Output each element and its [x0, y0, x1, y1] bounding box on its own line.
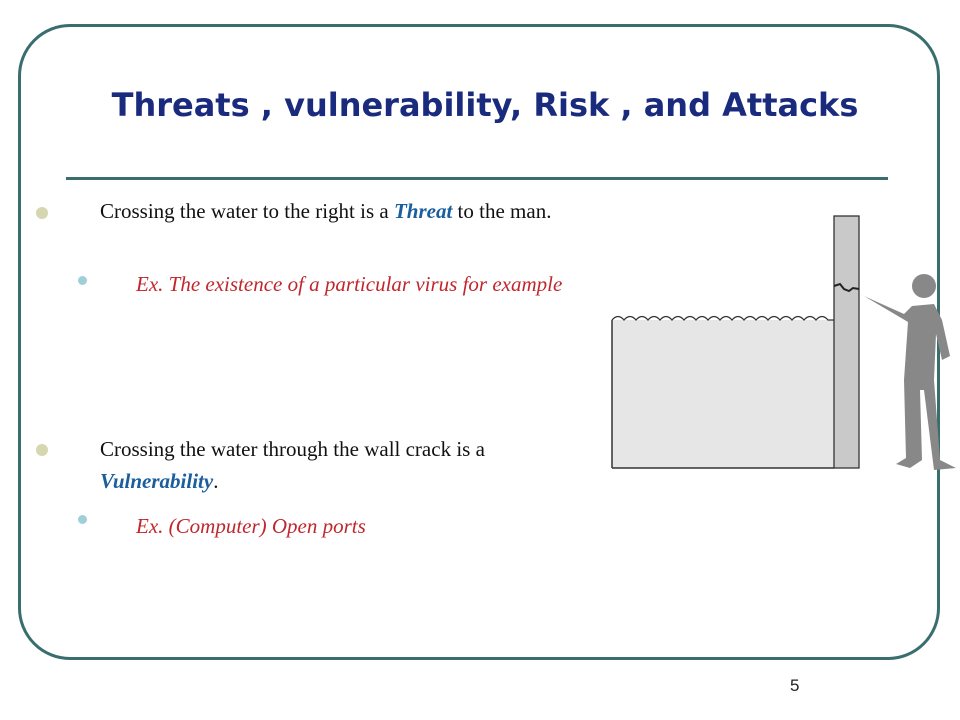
bullet-text-part: to the man.: [452, 199, 552, 223]
sub-bullet-marker: [78, 515, 87, 524]
slide-title: Threats , vulnerability, Risk , and Attacks: [111, 86, 859, 124]
bullet-marker: [36, 207, 48, 219]
title-underline: [66, 177, 888, 180]
bullet-text-part: Crossing the water through the wall crack is a: [100, 437, 485, 461]
bullet-text-threat: [100, 195, 590, 227]
wall-water-man-illustration: [604, 210, 960, 480]
bullet-text-vulnerability: [100, 433, 590, 497]
page-number: 5: [790, 676, 800, 695]
bullet-text-part: Crossing the water to the right is a: [100, 199, 394, 223]
wall: [834, 216, 859, 468]
example-open-ports: Ex. (Computer) Open ports: [136, 514, 366, 538]
example-virus: Ex. The existence of a particular virus for example: [136, 272, 563, 296]
bullet-marker: [36, 444, 48, 456]
bullet-text-part: .: [213, 469, 219, 493]
man-figure-icon: [864, 274, 956, 470]
sub-bullet-marker: [78, 276, 87, 285]
emphasis-vulnerability: Vulnerability: [100, 469, 214, 493]
water-body: [612, 317, 834, 469]
emphasis-threat: Threat: [393, 199, 453, 223]
